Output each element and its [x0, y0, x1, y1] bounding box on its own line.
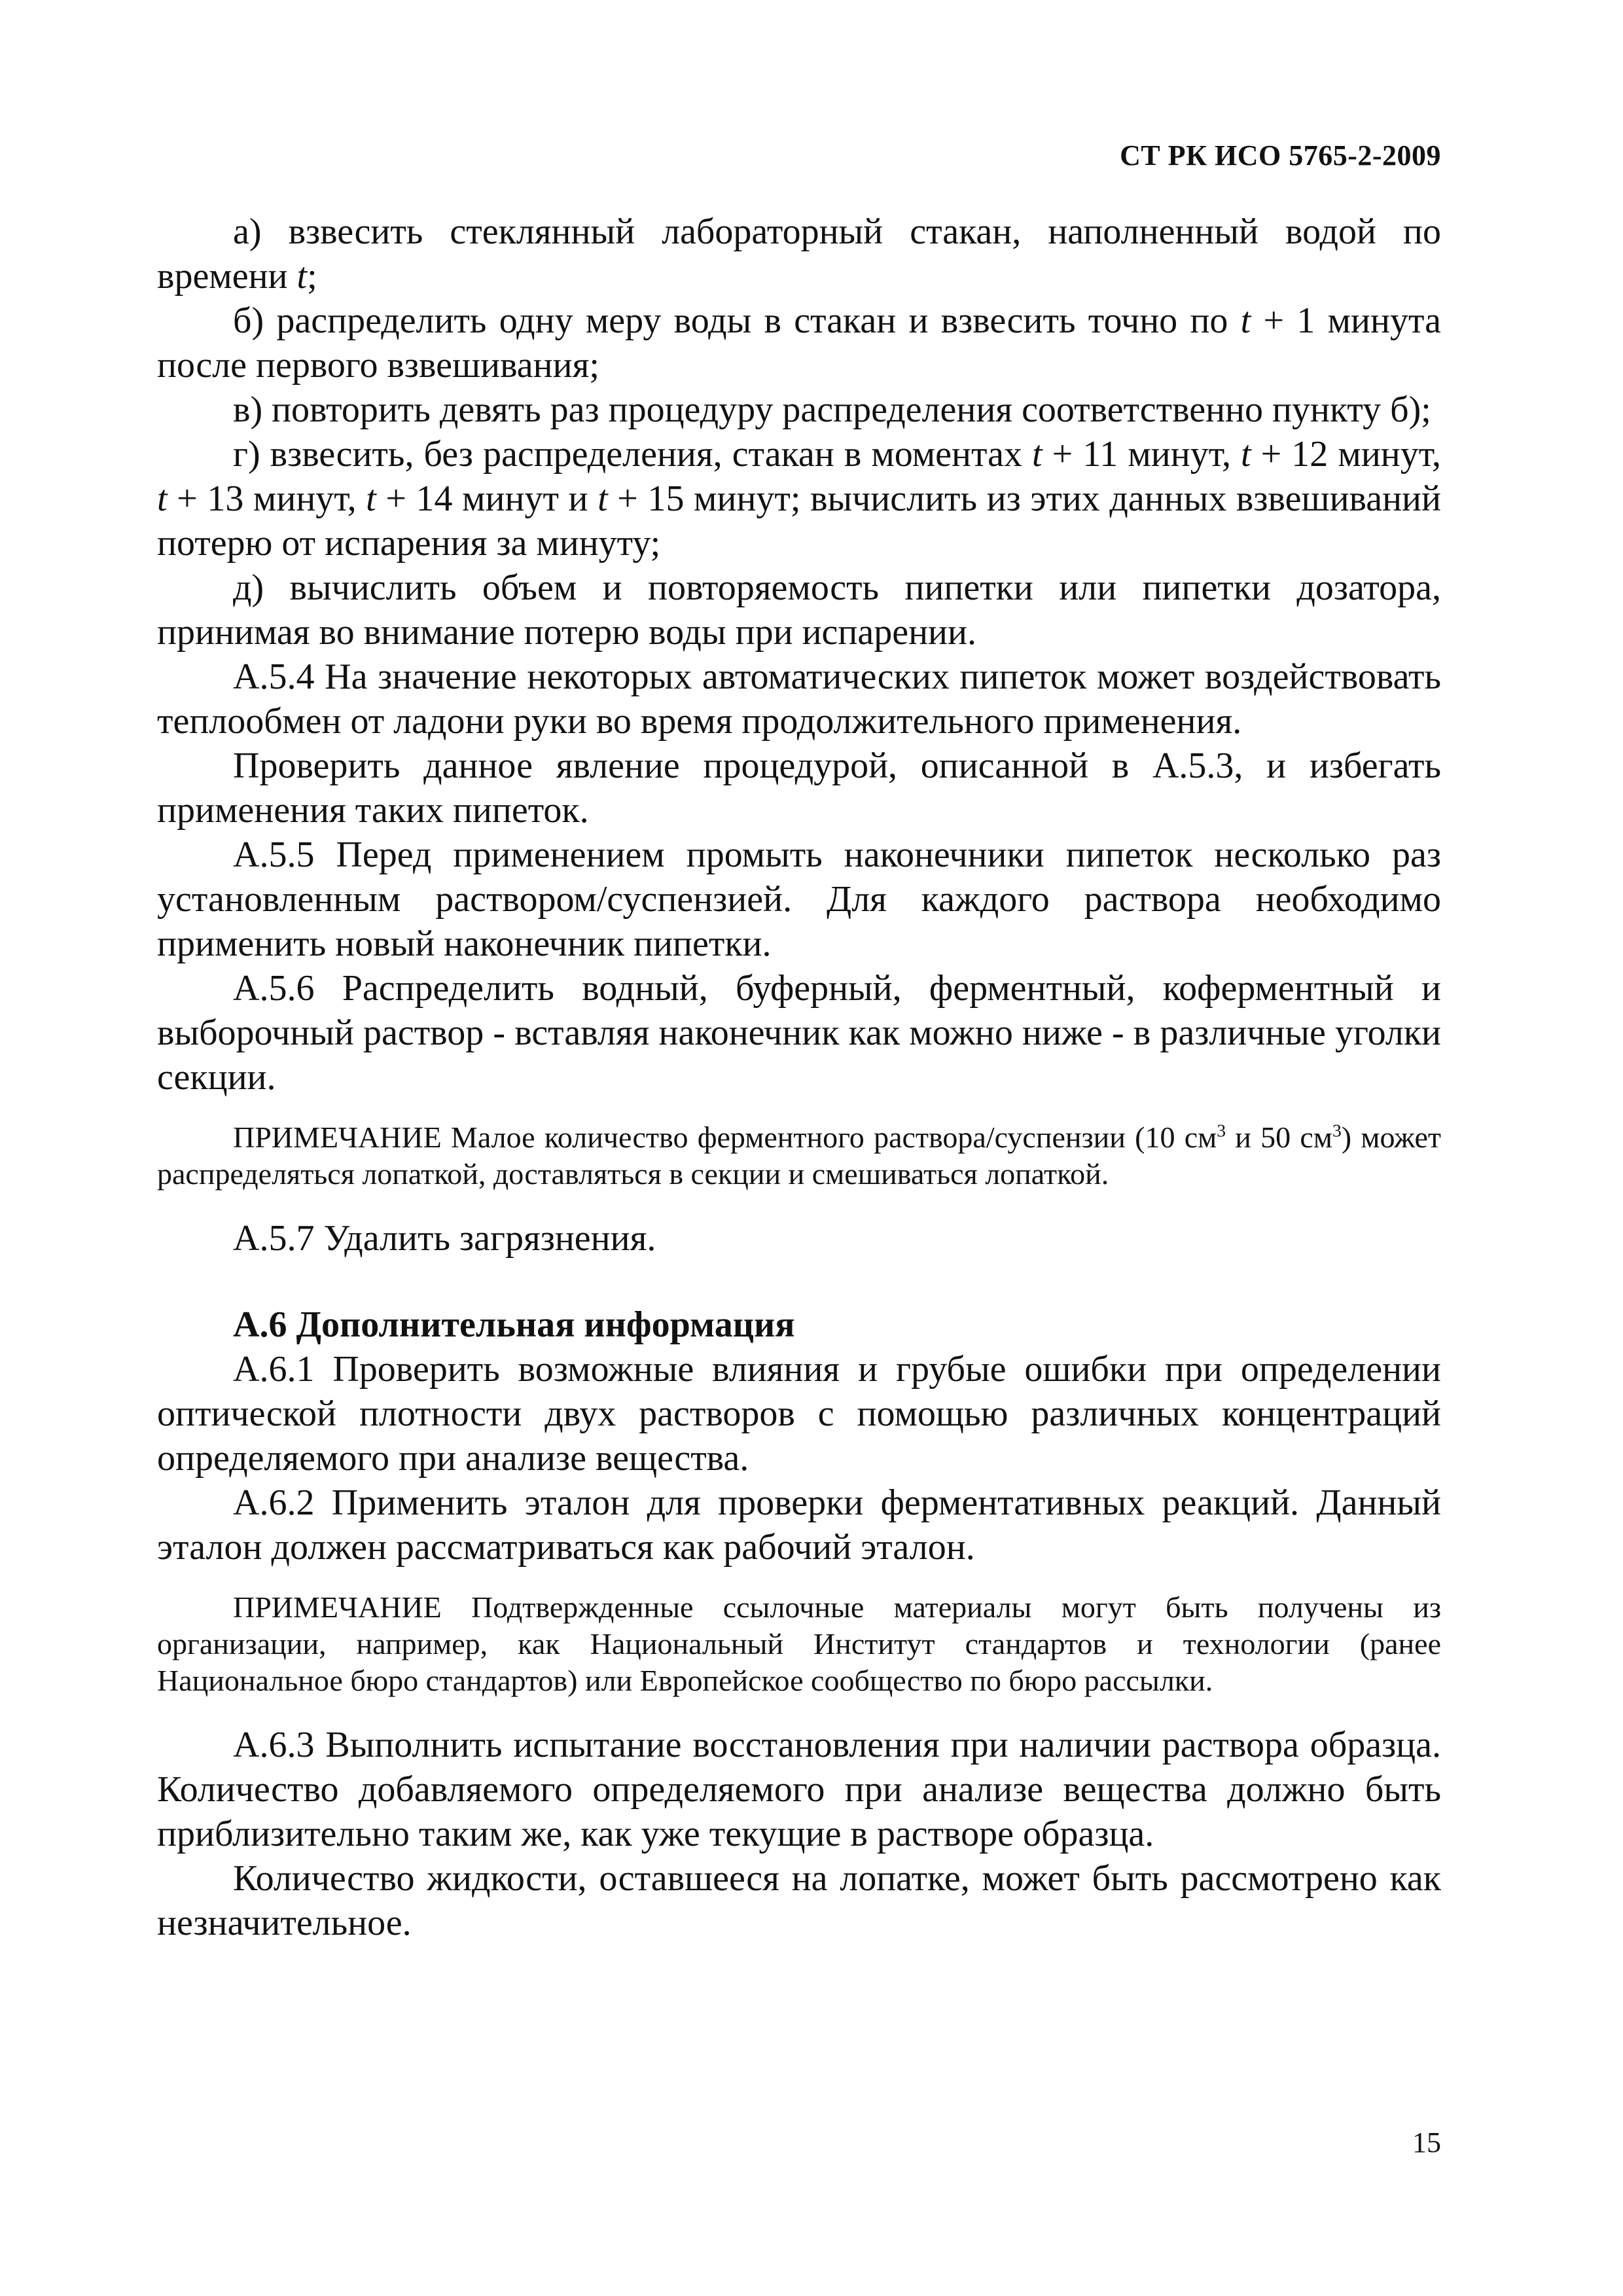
paragraph-a-6-3-continued: Количество жидкости, оставшееся на лопатке, может быть рассмотрено как незначительное. [157, 1858, 1441, 1943]
paragraph-a-6-1: А.6.1 Проверить возможные влияния и грубые ошибки при определении оптической плотности двух растворов с помощью различных концентраций определяемого при анализе вещества. [157, 1349, 1441, 1479]
item-v: в) повторить девять раз процедуру распределения соответственно пункту б); [233, 389, 1431, 430]
paragraph-a-6-3: А.6.3 Выполнить испытание восстановления при наличии раствора образца. Количество добавляемого определяемого при анализе вещества должно быть приблизительно таким же, как уже текущие в растворе образца. [157, 1725, 1441, 1854]
paragraph-a-5-6: А.5.6 Распределить водный, буферный, ферментный, коферментный и выборочный раствор - вставляя наконечник как можно ниже - в различные уголки секции. [157, 968, 1441, 1098]
item-g: г) взвесить, без распределения, стакан в моментах t + 11 минут, t + 12 минут, t + 13 минут, t + 14 минут и t + 15 минут; вычислить из этих данных взвешиваний потерю от испарения за минуту; [157, 434, 1442, 564]
paragraph-a-5-4-continued: Проверить данное явление процедурой, описанной в А.5.3, и избегать применения таких пипеток. [157, 745, 1441, 831]
item-a: а) взвесить стеклянный лабораторный стакан, наполненный водой по времени t; [157, 211, 1441, 296]
standard-code: СТ РК ИСО 5765-2-2009 [1120, 139, 1441, 171]
section-heading-a-6: А.6 Дополнительная информация [233, 1304, 795, 1345]
note-enzyme-solution: ПРИМЕЧАНИЕ Малое количество ферментного раствора/суспензии (10 $см^3$ и 50 $см^3$) может распределяться лопаткой, доставляться в секции и смешиваться лопаткой. [157, 1120, 1441, 1191]
paragraph-a-5-4: А.5.4 На значение некоторых автоматических пипеток может воздействовать теплообмен от ладони руки во время продолжительного применения. [157, 656, 1441, 742]
note-reference-materials: ПРИМЕЧАНИЕ Подтвержденные ссылочные материалы могут быть получены из организации, например, как Национальный Институт стандартов и технологии (ранее Национальное бюро стандартов) или Европейское сообщество по бюро рассылки. [157, 1590, 1441, 1697]
paragraph-a-5-7: А.5.7 Удалить загрязнения. [233, 1218, 656, 1259]
item-b: б) распределить одну меру воды в стакан и взвесить точно по t + 1 минута после первого взвешивания; [157, 300, 1441, 386]
item-d: д) вычислить объем и повторяемость пипетки или пипетки дозатора, принимая во внимание потерю воды при испарении. [157, 567, 1441, 653]
paragraph-a-5-5: А.5.5 Перед применением промыть наконечники пипеток несколько раз установленным раствором/суспензией. Для каждого раствора необходимо применить новый наконечник пипетки. [157, 834, 1441, 964]
page-body [157, 209, 1441, 1945]
page-number: 15 [1412, 2126, 1441, 2159]
paragraph-a-6-2: А.6.2 Применить эталон для проверки ферментативных реакций. Данный эталон должен рассматриваться как рабочий эталон. [157, 1482, 1441, 1568]
